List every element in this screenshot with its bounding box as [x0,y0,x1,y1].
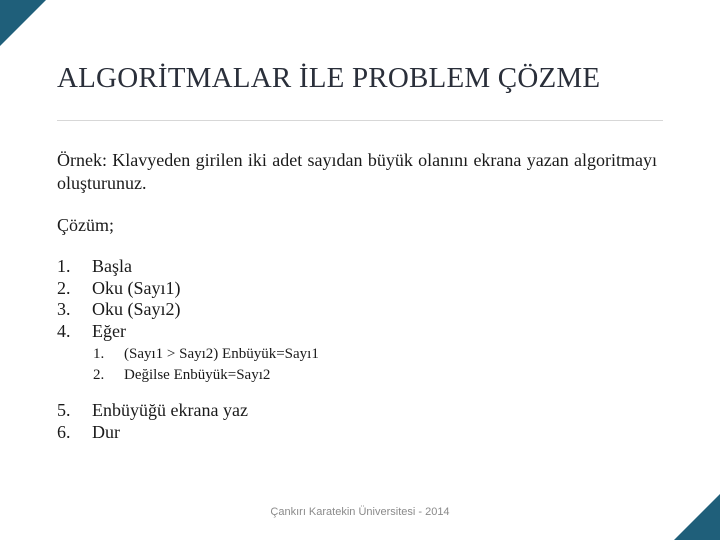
sub-steps [93,344,657,386]
solution-label: Çözüm; [57,215,114,235]
step-number: 4. [57,320,71,341]
slide-title: ALGORİTMALAR İLE PROBLEM ÇÖZME [57,62,601,94]
step-number: 1. [57,256,71,276]
step-text: Dur [92,421,120,442]
step-number: 6. [57,421,71,442]
step-text: Oku (Sayı2) [92,299,181,319]
example-text: Örnek: Klavyeden girilen iki adet sayıdan büyük olanını ekrana yazan algoritmayı oluşturunuz. [57,150,657,193]
slide-footer: Çankırı Karatekin Üniversitesi - 2014 [270,506,450,518]
step-text: Oku (Sayı1) [92,277,181,298]
step-number: 5. [57,400,71,420]
sub-step-item [93,365,657,386]
step-item [57,256,657,278]
step-item [57,422,657,444]
title-divider [57,120,663,121]
sub-step-text: Değilse Enbüyük=Sayı2 [124,367,271,383]
step-item [57,299,657,321]
step-text: Enbüyüğü ekrana yaz [92,400,248,420]
sub-step-number: 2. [93,367,105,383]
sub-step-item [93,344,657,365]
step-item [57,400,657,422]
step-item [57,321,657,343]
sub-step-text: (Sayı1 > Sayı2) Enbüyük=Sayı1 [124,346,319,362]
algorithm-steps [57,256,657,443]
step-number: 3. [57,299,71,319]
step-text: Eğer [92,320,126,341]
step-item [57,278,657,300]
step-number: 2. [57,277,71,298]
corner-decoration-top-left [0,0,46,46]
step-text: Başla [92,256,132,276]
sub-step-number: 1. [93,346,105,362]
